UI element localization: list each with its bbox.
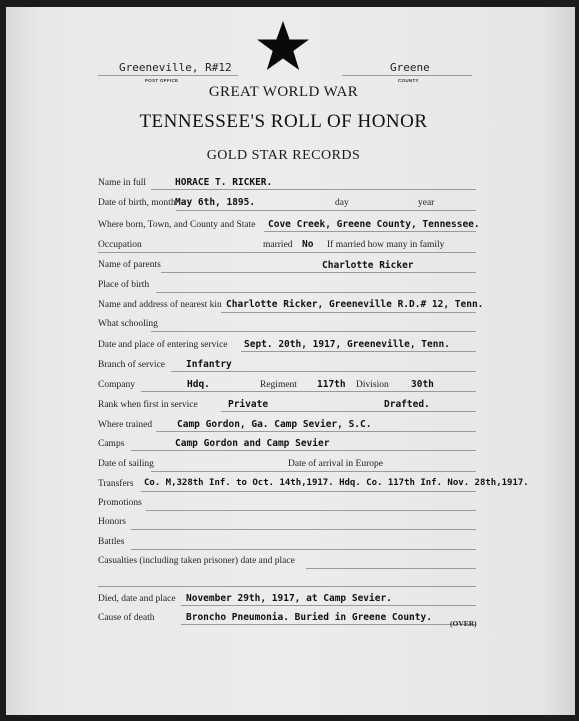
label-camps: Camps bbox=[98, 439, 125, 449]
label-occupation: Occupation bbox=[98, 240, 142, 250]
value-died: November 29th, 1917, at Camp Sevier. bbox=[186, 593, 392, 604]
star-icon bbox=[255, 19, 311, 73]
label-parents: Name of parents bbox=[98, 260, 161, 270]
value-parents: Charlotte Ricker bbox=[322, 260, 414, 271]
county-label: COUNTY bbox=[398, 78, 419, 83]
label-rank: Rank when first in service bbox=[98, 400, 198, 410]
label-promotions: Promotions bbox=[98, 498, 142, 508]
label-regiment: Regiment bbox=[260, 380, 297, 390]
value-name: HORACE T. RICKER. bbox=[175, 177, 273, 188]
value-transfers: Co. M,328th Inf. to Oct. 14th,1917. Hdq. Co. 117th Inf. Nov. 28th,1917. bbox=[144, 478, 529, 488]
label-where-born: Where born, Town, and County and State bbox=[98, 220, 256, 230]
label-cause-of-death: Cause of death bbox=[98, 613, 155, 623]
label-birth-month: Date of birth, month bbox=[98, 198, 176, 208]
record-form bbox=[6, 7, 575, 715]
label-nearest-kin: Name and address of nearest kin bbox=[98, 300, 222, 310]
post-office-value: Greeneville, R#12 bbox=[119, 61, 232, 74]
label-birth-day: day bbox=[335, 198, 349, 208]
label-casualties: Casualties (including taken prisoner) date and place bbox=[98, 556, 295, 566]
label-birth-year: year bbox=[418, 198, 435, 208]
value-trained: Camp Gordon, Ga. Camp Sevier, S.C. bbox=[177, 419, 372, 430]
label-sailing: Date of sailing bbox=[98, 459, 154, 469]
value-married: No bbox=[302, 239, 314, 250]
title-gold-star-records: GOLD STAR RECORDS bbox=[206, 148, 361, 163]
over-note: (OVER) bbox=[450, 619, 477, 628]
title-great-world-war: GREAT WORLD WAR bbox=[208, 84, 359, 100]
label-entering-service: Date and place of entering service bbox=[98, 340, 228, 350]
label-died: Died, date and place bbox=[98, 594, 176, 604]
label-place-of-birth: Place of birth bbox=[98, 280, 150, 290]
label-married-how-many: If married how many in family bbox=[327, 240, 445, 250]
title-roll-of-honor: TENNESSEE'S ROLL OF HONOR bbox=[139, 111, 428, 132]
label-company: Company bbox=[98, 380, 135, 390]
value-nearest-kin: Charlotte Ricker, Greeneville R.D.# 12, Tenn. bbox=[226, 299, 484, 310]
label-name: Name in full bbox=[98, 178, 147, 188]
value-regiment: 117th bbox=[317, 379, 346, 390]
label-married: married bbox=[263, 240, 293, 250]
label-trained: Where trained bbox=[98, 420, 153, 430]
value-camps: Camp Gordon and Camp Sevier bbox=[175, 438, 330, 449]
value-entering-service: Sept. 20th, 1917, Greeneville, Tenn. bbox=[244, 339, 450, 350]
label-transfers: Transfers bbox=[98, 479, 134, 489]
value-drafted: Drafted. bbox=[384, 399, 430, 410]
value-division: 30th bbox=[411, 379, 434, 390]
label-arrival: Date of arrival in Europe bbox=[288, 459, 383, 469]
value-rank: Private bbox=[228, 399, 269, 410]
post-office-label: POST OFFICE bbox=[145, 78, 179, 83]
label-battles: Battles bbox=[98, 537, 125, 547]
label-schooling: What schooling bbox=[98, 319, 158, 329]
value-birth: May 6th, 1895. bbox=[175, 197, 256, 208]
label-branch: Branch of service bbox=[98, 360, 165, 370]
label-division: Division bbox=[356, 380, 389, 390]
value-where-born: Cove Creek, Greene County, Tennessee. bbox=[268, 219, 480, 230]
label-honors: Honors bbox=[98, 517, 126, 527]
county-value: Greene bbox=[390, 61, 430, 74]
value-cause-of-death: Broncho Pneumonia. Buried in Greene County. bbox=[186, 612, 432, 623]
value-branch: Infantry bbox=[186, 359, 232, 370]
value-company: Hdq. bbox=[187, 379, 210, 390]
